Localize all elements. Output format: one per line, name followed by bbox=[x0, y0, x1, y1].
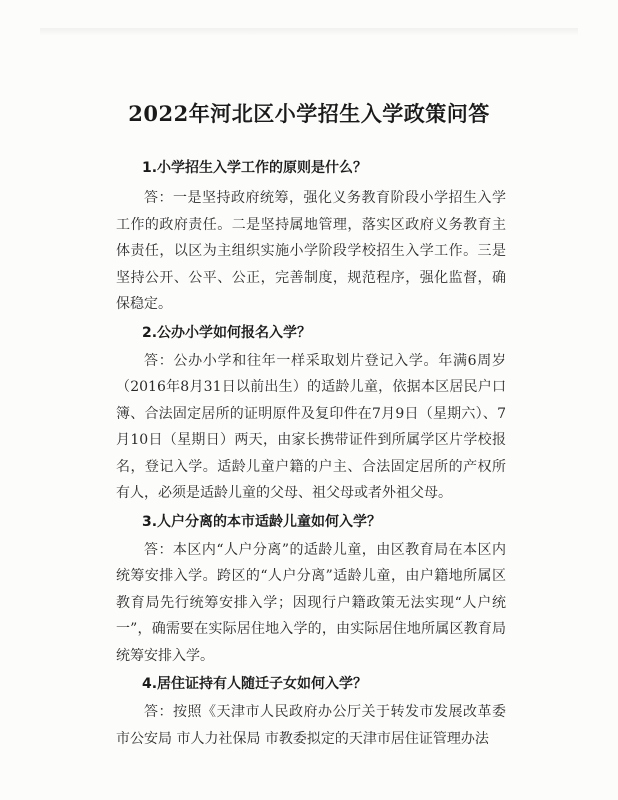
question-4: 4.居住证持有人随迁子女如何入学？ bbox=[142, 676, 368, 692]
answer-3: 答：本区内“人户分离”的适龄儿童，由区教育局在本区内统筹安排入学。跨区的“人户分离”适龄儿童，由户籍地所属区教育局先行统筹安排入学；因现行户籍政策无法实现“人户统一”，确需要在实际居住地入学的，由实际居住地所属区教育局统筹安排入学。 bbox=[116, 541, 506, 664]
document-title: 2022年河北区小学招生入学政策问答 bbox=[128, 101, 490, 126]
question-3: 3.人户分离的本市适龄儿童如何入学？ bbox=[142, 513, 382, 530]
answer-1: 答：一是坚持政府统筹，强化义务教育阶段小学招生入学工作的政府责任。二是坚持属地管理，落实区政府义务教育主体责任，以区为主组织实施小学阶段学校招生入学工作。三是坚持公开、公平、公正，完善制度，规范程序，强化监督，确保稳定。 bbox=[116, 190, 506, 312]
question-2: 2.公办小学如何报名入学？ bbox=[142, 324, 312, 341]
scan-edge-shadow bbox=[40, 28, 578, 36]
answer-2: 答：公办小学和往年一样采取划片登记入学。年满6周岁（2016年8月31日以前出生）的适龄儿童，依据本区居民户口簿、合法固定居所的证明原件及复印件在7月9日（星期六）、7月10日（星期日）两天，由家长携带证件到所属学区片学校报名，登记入学。适龄儿童户籍的户主、合法固定居所的产权所有人，必须是适龄儿童的父母、祖父母或者外祖父母。 bbox=[116, 352, 506, 501]
document-body bbox=[116, 150, 506, 752]
answer-4: 答：按照《天津市人民政府办公厅关于转发市发展改革委市公安局 市人力社保局 市教委拟定的天津市居住证管理办法 bbox=[116, 704, 506, 747]
question-1: 1.小学招生入学工作的原则是什么？ bbox=[142, 160, 368, 176]
